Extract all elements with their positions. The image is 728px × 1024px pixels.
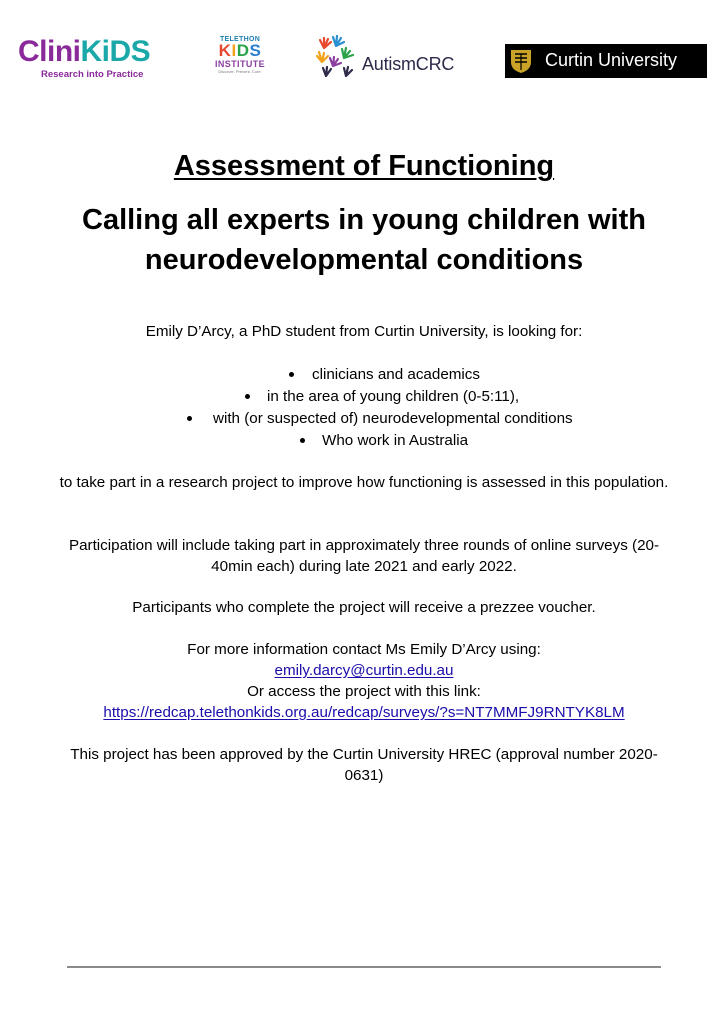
telethon-kids-logo: [210, 36, 270, 75]
clinikids-logo: [18, 36, 178, 80]
reward-text: Participants who complete the project will receive a prezzee voucher.: [132, 599, 596, 616]
contact-email-line: [40, 660, 688, 681]
contact-intro: For more information contact Ms Emily D’Arcy using:: [187, 641, 541, 658]
bullet-icon: [187, 416, 192, 421]
telethon-line1: TELETHON: [219, 36, 261, 43]
clinikids-name-part2: KiDS: [80, 35, 151, 68]
criteria-text: in the area of young children (0-5:11),: [267, 388, 520, 405]
email-link[interactable]: emily.darcy@curtin.edu.au: [274, 662, 454, 679]
bullet-icon: [245, 394, 250, 399]
page-title: Assessment of Functioning: [173, 150, 555, 182]
footer-divider: [67, 966, 661, 968]
bullet-icon: [289, 372, 294, 377]
clinikids-tagline: Research into Practice: [41, 69, 144, 80]
telethon-line2: KIDS: [218, 41, 262, 60]
survey-link[interactable]: https://redcap.telethonkids.org.au/redcap/surveys/?s=NT7MMFJ9RNTYK8LM: [103, 704, 625, 721]
criteria-text: with (or suspected of) neurodevelopmental conditions: [213, 410, 573, 427]
criteria-text: clinicians and academics: [312, 366, 480, 383]
clinikids-wordmark: [18, 36, 178, 68]
curtin-logo: [505, 44, 707, 78]
telethon-line4: Discover. Prevent. Cure.: [218, 69, 262, 74]
autism-crc-name: AutismCRC: [362, 54, 455, 74]
hands-icon: [316, 34, 358, 80]
purpose-text: to take part in a research project to improve how functioning is assessed in this population.: [59, 474, 669, 491]
autism-crc-logo: [316, 34, 476, 80]
clinikids-name-part1: Clini: [18, 35, 81, 68]
logo-bar: [0, 34, 728, 84]
criteria-text: Who work in Australia: [322, 432, 469, 449]
link-intro: Or access the project with this link:: [247, 683, 481, 700]
curtin-name: Curtin University: [545, 50, 678, 70]
telethon-line3: INSTITUTE: [214, 59, 266, 69]
intro-text: Emily D’Arcy, a PhD student from Curtin University, is looking for:: [145, 323, 583, 340]
survey-link-line: [20, 702, 708, 723]
participation-text: Participation will include taking part in approximately three rounds of online surveys (20-40min each) during late 2021 and early 2022.: [68, 537, 660, 575]
curtin-crest-icon: [509, 48, 533, 74]
page-subtitle: Calling all experts in young children with neurodevelopmental conditions: [82, 204, 646, 276]
approval-text: This project has been approved by the Curtin University HREC (approval number 2020-0631): [70, 746, 658, 784]
bullet-icon: [300, 438, 305, 443]
